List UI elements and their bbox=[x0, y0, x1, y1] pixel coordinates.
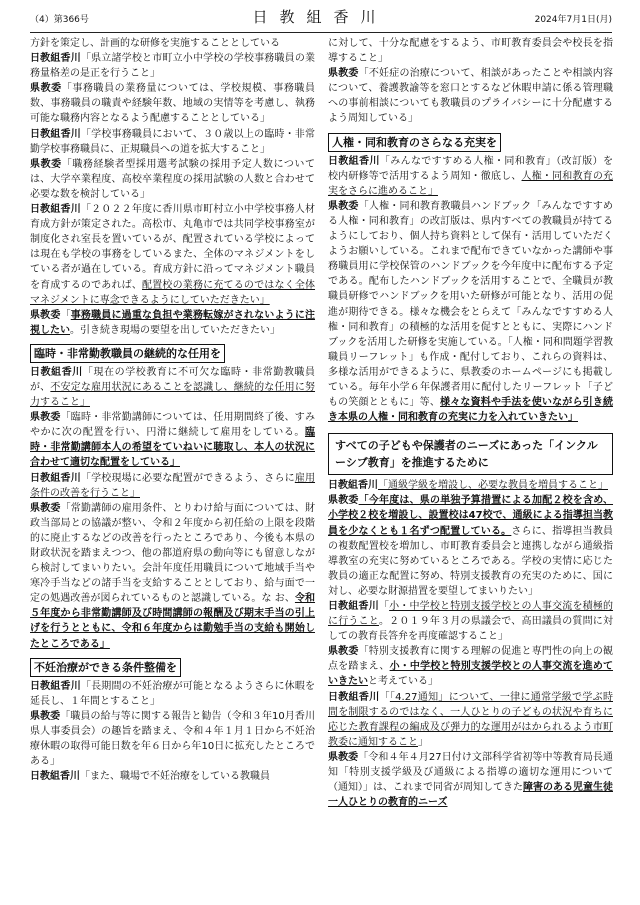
speaker-label: 日教組香川 bbox=[30, 366, 83, 378]
issue-number: （4）第366号 bbox=[30, 15, 89, 25]
paragraph: 日教組香川「県立諸学校と市町立小中学校の学校事務職員の業務量格差の是正を行うこと」 bbox=[30, 53, 316, 80]
speaker-label: 日教組香川 bbox=[328, 155, 380, 167]
paragraph: 県教委「令和４年４月27日付け文部科学省初等中等教育局長通知「特別支援学級及び通級による指導の適切な運用について（通知）」は、これまで同省が周知してきた障害のある児童生徒一人ひとりの教育的ニーズ bbox=[328, 751, 614, 809]
paragraph: 日教組香川「小・中学校と特別支援学校との人事交流を積極的に行うこと。２０１９年３月の県議会で、高田議員の質問に対しての教育長答弁を再度確認すること」 bbox=[328, 601, 614, 643]
paragraph: 日教組香川「２０２２年度に香川県市町村立小中学校事務人材育成方針が策定された。高松市、丸亀市では共同学校事務室が制度化され室長を置いているが、配置されている学校によっては現在も学校の事務をしているまた、全体のマネジメントをしている者が過在している。育成方針に沿ってマネジメント職員を育成するのであれば、配置校の業務に充てるのではなく全体マネジメントに専念できるようにしていただきたい」 bbox=[30, 204, 316, 306]
paragraph: 日教組香川「みんなですすめる人権・同和教育」（改訂版）を校内研修等で活用するよう周知・徹底し、人権・同和教育の充実をさらに進めること」 bbox=[328, 155, 614, 197]
paragraph: 日教組香川「学校現場に必要な配置ができるよう、さらに雇用条件の改善を行うこと」 bbox=[30, 472, 316, 499]
speaker-label: 県教委 bbox=[30, 309, 61, 321]
newsletter-title: 日教組香川 bbox=[252, 8, 388, 26]
paragraph: 日教組香川「通級学級を増設し、必要な教員を増員すること」 bbox=[328, 480, 608, 492]
paragraph: 県教委「職務経験者型採用選考試験の採用予定人数については、大学卒業程度、高校卒業程度の採用試験の人数と合わせて必要な数を検討している」 bbox=[30, 158, 316, 200]
speaker-label: 県教委 bbox=[328, 200, 359, 212]
paragraph: 県教委「特別支援教育に関する理解の促進と専門性の向上の観点を踏まえ、小・中学校と特別支援学校との人事交流を進めていきたいと考えている」 bbox=[328, 646, 614, 688]
speaker-label: 県教委 bbox=[328, 646, 359, 658]
speaker-label: 日教組香川 bbox=[30, 128, 81, 140]
paragraph: 県教委「職員の給与等に関する報告と勧告（令和３年10月香川県人事委員会）の趣旨を踏まえ、令和４年１月１日から不妊治療休暇の取得可能日数を年６日から年10日に拡充したところである」 bbox=[30, 710, 316, 768]
paragraph: 県教委「事務職員の業務量については、学校規模、事務職員数、事務職員の職責や経験年数、地域の実情等を考慮し、執務可能な職務内容となるよう配慮することとしている」 bbox=[30, 83, 316, 125]
page-header bbox=[0, 0, 640, 34]
speaker-label: 県教委 bbox=[30, 502, 61, 514]
paragraph: 県教委「事務職員に過重な負担や業務転嫁がされないように注視したい。引き続き現場の要望を出していただきたい」 bbox=[30, 309, 316, 336]
paragraph: 県教委「不妊症の治療について、相談があったことや相談内容について、養護教諭等を窓口とするなど休暇申請に係る管理職への事前相談についても教職員のプライバシーに十分配慮するよう周知している」 bbox=[328, 68, 614, 125]
speaker-label: 県教委 bbox=[30, 710, 61, 722]
speaker-label: 県教委 bbox=[328, 751, 359, 763]
paragraph: 県教委「人権・同和教育教職員ハンドブック「みんなですすめる人権・同和教育」の改訂版は、県内すべての教職員が持てるようにしており、個人持ち資料として保有・活用していただくようお願いしている。これまで配布できていなかった講師や事務職員用に学校保管のハンドブックを今年度中に配布する予定である。配布したハンドブックを活用することで、全職員が教職員研修でハンドブックを用いた研修が可能となり、活用の促進が期待できる。様々な機会をとらえて「みんなですすめる人権・同和教育」の積極的な活用を促すとともに、実際にハンドブックを活用した研修を実施している。「人権・同和問題学習教職員リーフレット」も作成・配付しており、これらの資料は、多様な活用ができるように、県教委のホームページにも掲載している。毎年小学６年保護者用に配付したリーフレット「子どもの笑顔とともに」等、様々な資料や手法を使いながら引き続き本県の人権・同和教育の充実に力を入れていきたい」 bbox=[328, 200, 614, 424]
header-rule bbox=[30, 32, 612, 33]
paragraph: 日教組香川「長期間の不妊治療が可能となるようさらに休暇を延長し、１年間とすること」 bbox=[30, 680, 316, 707]
speaker-label: 日教組香川 bbox=[30, 472, 81, 484]
paragraph: 日教組香川「「4.27通知」について、一律に通常学級で学ぶ時間を制限するのではなく、一人ひとりの子どもの状況や育ちに応じた教育課程の編成及び弾力的な運用がはかられるよう市町教委に通知すること」 bbox=[328, 691, 613, 748]
right-column bbox=[328, 36, 613, 810]
speaker-label: 日教組香川 bbox=[30, 680, 81, 692]
section-heading: 臨時・非常勤教職員の継続的な任用を bbox=[30, 344, 225, 363]
paragraph: 県教委「今年度は、県の単独予算措置による加配２校を含め、小学校２校を増設し、設置校は47校で、通級による指導担当教員を少なくとも１名ずつ配置している。さらに、指導担当教員の複数配置校を増加し、市町教育委員会と連携しながら通級指導教室の充実に努めているところである。学校の実情に応じた教員の適正な配置に努め、特別支援教育の充実のために、国に対し、必要な財源措置を要望してまいりたい」 bbox=[328, 495, 614, 597]
speaker-label: 日教組香川 bbox=[30, 771, 80, 783]
paragraph: 日教組香川「また、職場で不妊治療をしている教職員 bbox=[30, 771, 270, 783]
speaker-label: 日教組香川 bbox=[30, 53, 81, 65]
speaker-label: 県教委 bbox=[328, 495, 359, 507]
speaker-label: 県教委 bbox=[30, 158, 62, 170]
issue-date: 2024年7月1日(月) bbox=[534, 15, 612, 25]
paragraph: に対して、十分な配慮をするよう、市町教育委員会や校長を指導すること」 bbox=[328, 38, 613, 65]
paragraph: 日教組香川「現在の学校教育に不可欠な臨時・非常勤教職員が、不安定な雇用状況にあることを認識し、継続的な任用に努力すること」 bbox=[30, 366, 316, 409]
section-heading: すべての子どもや保護者のニーズにあった「インクルーシブ教育」を推進するために bbox=[328, 433, 613, 475]
speaker-label: 県教委 bbox=[30, 412, 61, 424]
speaker-label: 日教組香川 bbox=[328, 480, 378, 492]
paragraph: 日教組香川「学校事務職員において、３０歳以上の臨時・非常勤学校事務職員に、正規職員への道を拡大すること」 bbox=[30, 128, 315, 155]
speaker-label: 県教委 bbox=[30, 83, 62, 95]
paragraph: 方針を策定し、計画的な研修を実施することとしている bbox=[30, 38, 280, 49]
speaker-label: 日教組香川 bbox=[328, 691, 380, 703]
speaker-label: 日教組香川 bbox=[30, 204, 81, 216]
paragraph: 県教委「常勤講師の雇用条件、とりわけ給与面については、財政当部局との協議が整い、令和２年度から初任給の上限を段階的に廃止するなどの改善を行ったところであり、今後も本県の財政状況を踏まえつつ、他の都道府県の動向等にも留意しながら検討してまいりたい。会計年度任用職員について地域手当や寒冷手当などの諸手当を支給することとしており、給与面で一定の処遇改善が図られているものと認識している。な お、令和５年度から非常勤講師及び時間講師の報酬及び期末手当の引上げを行うとともに、令和６年度からは勤勉手当の支給も開始したところである」 bbox=[30, 502, 316, 650]
paragraph: 県教委「臨時・非常勤講師については、任用期間終了後、すみやかに次の配置を行い、円滑に継続して雇用をしている。臨時・非常勤講師本人の希望をていねいに聴取し、本人の状況に合わせて適切な配置をしている」 bbox=[30, 412, 315, 469]
section-heading: 不妊治療ができる条件整備を bbox=[30, 658, 181, 677]
left-column bbox=[30, 36, 315, 784]
speaker-label: 日教組香川 bbox=[328, 601, 379, 612]
section-heading: 人権・同和教育のさらなる充実を bbox=[328, 133, 501, 152]
speaker-label: 県教委 bbox=[328, 68, 359, 80]
